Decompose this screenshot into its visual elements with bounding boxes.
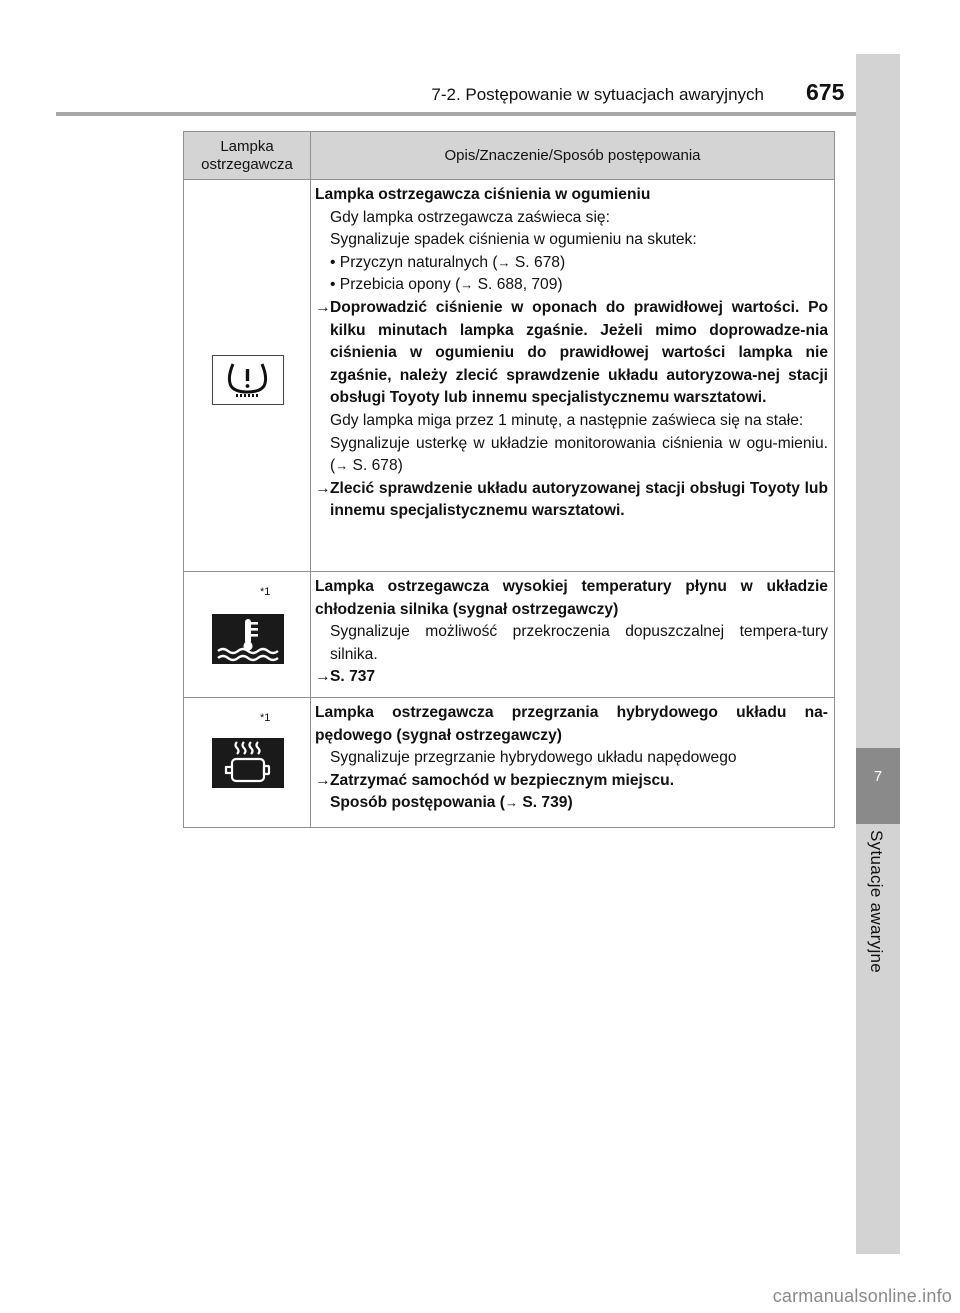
page-number: 675 — [806, 79, 845, 105]
tire-pressure-warning-icon — [212, 355, 284, 405]
coolant-temperature-warning-icon — [212, 614, 284, 664]
hybrid-system-overheat-warning-icon — [212, 738, 284, 788]
warning-lights-table — [183, 131, 835, 828]
description-cell — [311, 180, 835, 572]
action-text: →Zlecić sprawdzenie układu autoryzowanej stacji obsługi Toyoty lub innemu specjalistycznemu warsztatowi. — [315, 479, 828, 520]
table-row — [184, 180, 835, 572]
footnote-mark: *1 — [260, 586, 271, 598]
column-header-icon: Lampka ostrzegawcza — [184, 132, 311, 180]
header-rule — [56, 112, 856, 116]
column-header-description: Opis/Znaczenie/Sposób postępowania — [311, 132, 835, 180]
section-title: 7-2. Postępowanie w sytuacjach awaryjnych — [431, 85, 764, 104]
chapter-number: 7 — [873, 768, 883, 785]
action-subtext: Sposób postępowania (→ S. 739) — [330, 794, 573, 812]
chapter-side-tab — [856, 54, 900, 1254]
table-row — [184, 697, 835, 827]
action-text: →S. 737 — [315, 668, 376, 686]
bullet-item: • Przebicia opony (→ S. 688, 709) — [330, 276, 563, 294]
meaning-text: Sygnalizuje usterkę w układzie monitorowania ciśnienia w ogu-mieniu. (→ S. 678) — [330, 434, 828, 475]
condition-text: Gdy lampka ostrzegawcza zaświeca się: — [330, 208, 610, 226]
meaning-text: Sygnalizuje spadek ciśnienia w ogumieniu na skutek: — [330, 231, 697, 249]
watermark-text: carmanualsonline.info — [772, 1286, 952, 1306]
action-text: →Doprowadzić ciśnienie w oponach do prawidłowej wartości. Po kilku minutach lampka zgaśnie. Jeżeli mimo doprowadze-nia ciśnienia w ogumieniu do prawidłowej wartości lampka nie zgaśnie, należy zlecić sprawdzenie układu autoryzowa-nej stacji obsługi Toyoty lub innemu specjalistycznemu warsztatowi. — [315, 298, 828, 407]
icon-cell — [184, 697, 311, 827]
chapter-number-box — [856, 748, 900, 824]
footnote-mark: *1 — [260, 711, 271, 724]
row-title: Lampka ostrzegawcza wysokiej temperatury płynu w układzie chłodzenia silnika (sygnał ostrzegawczy) — [315, 578, 828, 618]
bullet-item: • Przyczyn naturalnych (→ S. 678) — [330, 253, 566, 271]
meaning-text: Sygnalizuje możliwość przekroczenia dopuszczalnej tempera-tury silnika. — [330, 623, 828, 663]
description-cell — [311, 697, 835, 827]
icon-cell — [184, 180, 311, 572]
condition-text: Gdy lampka miga przez 1 minutę, a następnie zaświeca się na stałe: — [330, 411, 804, 429]
table-row — [184, 572, 835, 698]
chapter-title: Sytuacje awaryjne — [867, 830, 886, 974]
table-header-row — [184, 132, 835, 180]
icon-cell — [184, 572, 311, 698]
description-cell — [311, 572, 835, 698]
row-title: Lampka ostrzegawcza ciśnienia w ogumieniu — [315, 186, 651, 203]
meaning-text: Sygnalizuje przegrzanie hybrydowego układu napędowego — [330, 749, 737, 767]
row-title: Lampka ostrzegawcza przegrzania hybrydowego układu na-pędowego (sygnał ostrzegawczy) — [315, 703, 828, 744]
action-text: →Zatrzymać samochód w bezpiecznym miejscu. — [315, 771, 675, 789]
